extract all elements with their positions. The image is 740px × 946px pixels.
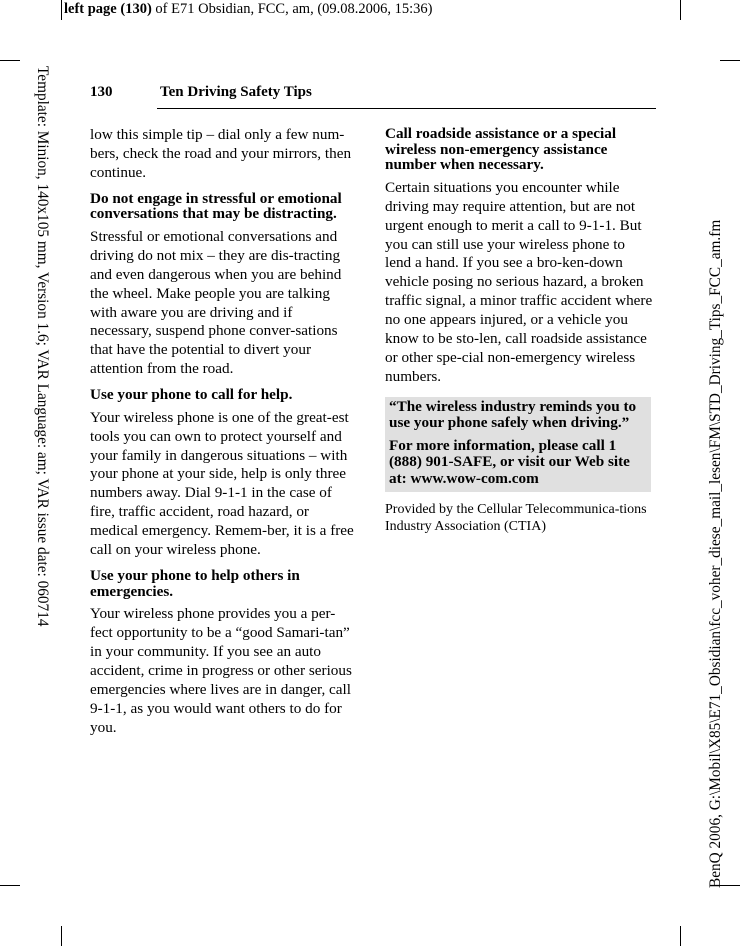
tip-heading: Call roadside assistance or a special wireless non-emergency assistance number when necessary. [385,125,617,174]
tip-body: Your wireless phone provides you a per-fect opportunity to be a “good Samari-tan” in your community. If you see an auto accident, crime in progress or other serious emergencies where lives are in danger, call 9-1-1, as you would want others to do for you. [90,605,352,736]
left-column [90,126,358,746]
template-margin-text: Template: Minion, 140x105 mm, Version 1.6; VAR Language: am; VAR issue date: 060714 [34,66,51,627]
file-path-margin-text: BenQ 2006, G:\Mobil\X85\E71_Obsidian\fcc_voher_diese_mail_lesen\FM\STD_Driving_Tips_FCC_am.fm [707,219,724,888]
tip-heading: Use your phone to call for help. [90,386,293,404]
crop-mark [61,926,62,946]
intro-paragraph: low this simple tip – dial only a few num-bers, check the road and your mirrors, then continue. [90,126,352,181]
callout-info: For more information, please call 1 (888) 901-SAFE, or visit our Web site at: www.wow-com.com [389,436,630,487]
crop-mark [680,0,681,20]
tip-body: Your wireless phone is one of the great-est tools you can own to protect yourself and your family in dangerous situations – with your phone at your side, help is only three numbers away. Dial 9-1-1 in the case of fire, traffic accident, road hazard, or medical emergency. Remem-ber, it is a free call on your wireless phone. [90,408,354,559]
tip-heading: Do not engage in stressful or emotional conversations that may be distracting. [90,189,342,223]
slug-page-label: left page (130) [64,1,152,17]
right-column [385,126,653,535]
crop-mark [720,60,740,61]
crop-mark [0,60,20,61]
crop-mark [61,0,62,20]
page-number: 130 [90,84,113,100]
callout-quote: “The wireless industry reminds you to use your phone safely when driving.” [389,397,637,432]
tip-body: Stressful or emotional conversations and driving do not mix – they are dis-tracting and even dangerous when you are behind the wheel. Make people you are talking with aware you are driving and if necessary, suspend phone conver-sations that have the potential to divert your attention from the road. [90,227,342,378]
crop-mark [0,885,20,886]
page-header [90,82,656,110]
file-path-margin-note [705,158,727,888]
source-credit: Provided by the Cellular Telecommunica-tions Industry Association (CTIA) [385,502,647,535]
tip-heading: Use your phone to help others in emergencies. [90,567,300,600]
header-rule [157,108,656,109]
slug-details: of E71 Obsidian, FCC, am, (09.08.2006, 15:36) [151,1,433,17]
tip-body: Certain situations you encounter while driving may require attention, but are not urgent enough to merit a call to 9-1-1. But you can still use your wireless phone to lend a hand. If you see a bro-ken-down vehicle posing no serious hazard, a broken traffic signal, a minor traffic accident where no one appears injured, or a vehicle you know to be sto-len, call roadside assistance or other spe-cial non-emergency wireless numbers. [385,178,653,385]
crop-mark [680,926,681,946]
print-slug [64,1,433,18]
template-margin-note [31,66,53,661]
running-title: Ten Driving Safety Tips [160,84,312,100]
safety-callout-box [385,397,651,493]
